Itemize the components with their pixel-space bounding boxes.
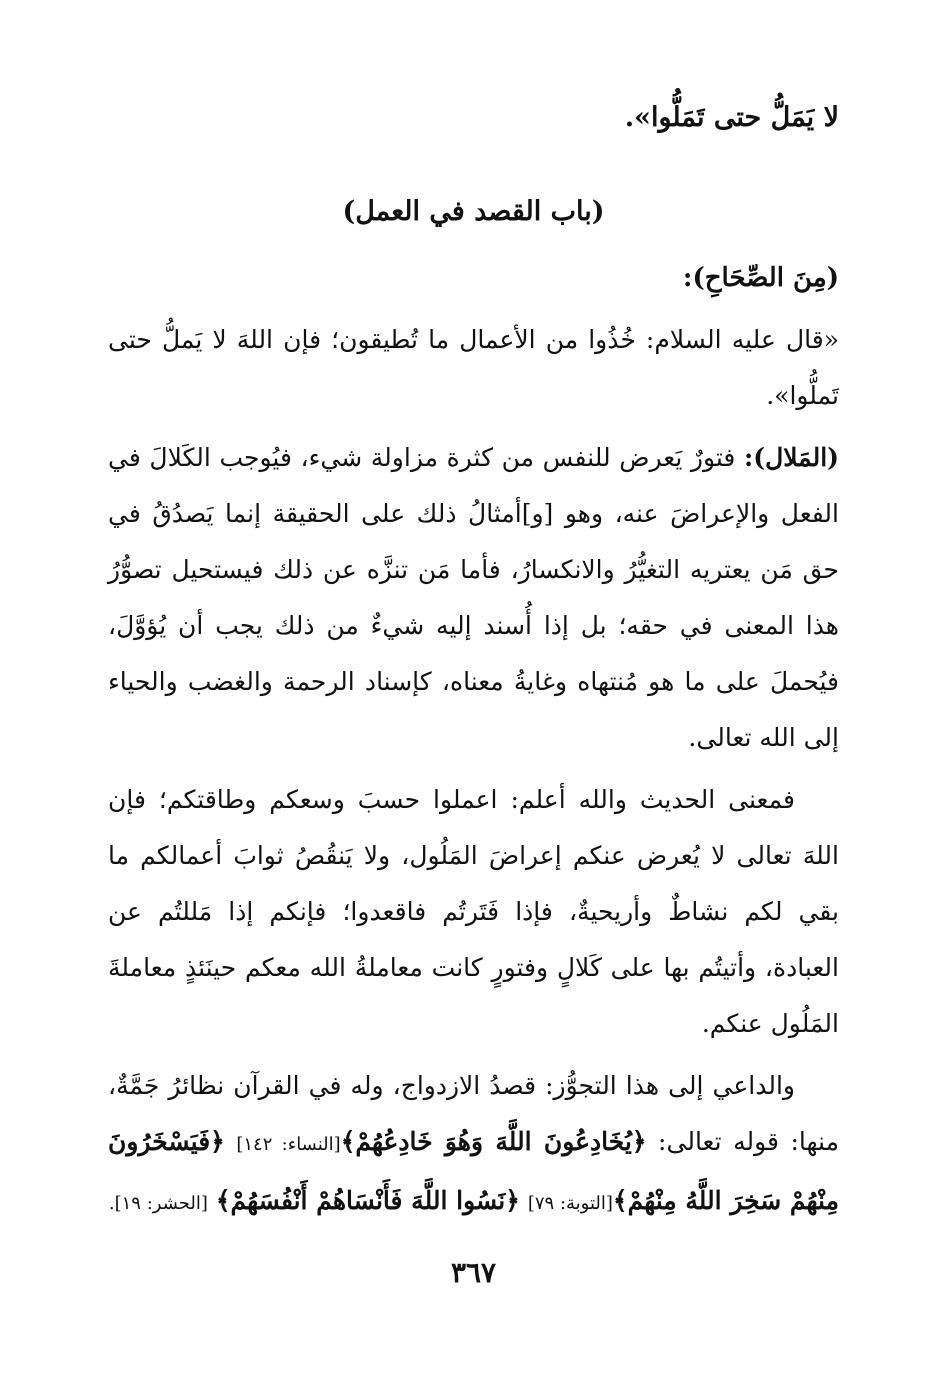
- chapter-heading: (باب القصد في العمل): [342, 196, 605, 227]
- definition-paragraph: [108, 430, 839, 766]
- definition-term: (المَلال):: [744, 443, 839, 472]
- definition-text: فتورٌ يَعرض للنفس من كثرة مزاولة شيء، فيُوجب الكَلالَ في الفعل والإعراضَ عنه، وهو [و]أمثالُ ذلك على الحقيقة إنما يَصدُقُ في حق مَن يعتريه التغيُّرُ والانكسارُ، فأما مَن تنزَّه عن ذلك فيستحيل تصوُّرُ هذا المعنى في حقه؛ بل إذا أُسند إليه شيءٌ من ذلك يجب أن يُؤوَّلَ، فيُحملَ على ما هو مُنتهاه وغايةُ معناه، كإسناد الرحمة والغضب والحياء إلى الله تعالى.: [108, 443, 839, 752]
- verse-reference-1: [النساء: ١٤٢]: [236, 1134, 341, 1155]
- reason-paragraph: [108, 1058, 839, 1232]
- page-number: ٣٦٧: [450, 1256, 497, 1289]
- quran-verse-2: ﴿فَيَسْخَرُونَ مِنْهُمْ سَخِرَ اللَّهُ مِنْهُمْ﴾: [108, 1127, 839, 1215]
- hadith-text: «قال عليه السلام: خُذُوا من الأعمال ما تُطيقون؛ فإن اللهَ لا يَملُّ حتى تَملُّوا».: [108, 325, 839, 410]
- verse-reference-3: [الحشر: ١٩].: [108, 1193, 208, 1214]
- main-text-block: [108, 90, 839, 1238]
- reason-text: والداعي إلى هذا التجوُّز: قصدُ الازدواج، وله في القرآن نظائرُ جَمَّةٌ، منها: قوله تعالى:: [108, 1071, 839, 1156]
- section-heading: (مِنَ الصِّحَاحِ):: [682, 263, 839, 293]
- quran-verse-3: ﴿نَسُوا اللَّهَ فَأَنْسَاهُمْ أَنْفُسَهُمْ﴾: [215, 1186, 520, 1215]
- meaning-paragraph: فمعنى الحديث والله أعلم: اعملوا حسبَ وسعكم وطاقتكم؛ فإن اللهَ تعالى لا يُعرض عنكم إعراضَ المَلُول، ولا يَنقُصُ ثوابَ أعمالكم ما بقي لكم نشاطٌ وأريحيةٌ، فإذا فَتَرتُم فاقعدوا؛ فإنكم إذا مَللتُم عن العبادة، وأتيتُم بها على كَلالٍ وفتورٍ كانت معاملةُ الله معكم حينَئذٍ معاملةَ المَلُول عنكم.: [108, 785, 839, 1038]
- quran-verse-1: ﴿يُخَادِعُونَ اللَّهَ وَهُوَ خَادِعُهُمْ﴾: [340, 1127, 647, 1156]
- continued-hadith-line: لا يَمَلُّ حتى تَمَلُّوا».: [624, 102, 839, 133]
- verse-reference-2: [التوبة: ٧٩]: [527, 1193, 613, 1214]
